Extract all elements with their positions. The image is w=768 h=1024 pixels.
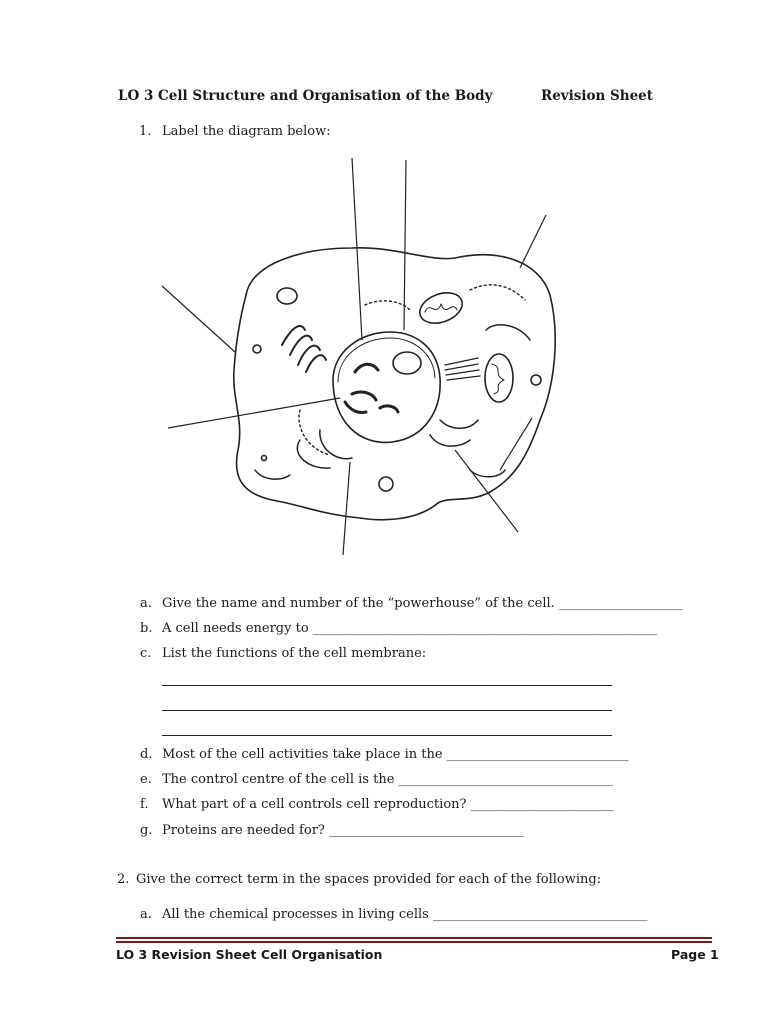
footer-rule <box>116 941 712 943</box>
document-title: LO 3 Cell Structure and Organisation of the Body <box>118 88 493 104</box>
q1-item-f-text: What part of a cell controls cell reproduction? ______________________ <box>162 797 614 812</box>
q1-item-g-letter: g. <box>140 823 153 838</box>
document-subtitle: Revision Sheet <box>541 88 654 104</box>
mitochondrion-top <box>416 287 467 328</box>
question-1-text: Label the diagram below: <box>162 124 331 139</box>
mitochondrion-right <box>485 354 513 402</box>
answer-line[interactable] <box>162 710 612 711</box>
q1-item-b-letter: b. <box>140 621 153 636</box>
q1-item-a-letter: a. <box>140 596 152 611</box>
nucleus <box>333 332 440 442</box>
q1-item-f-letter: f. <box>140 797 149 812</box>
q1-item-g-text: Proteins are needed for? ______________________________ <box>162 823 525 838</box>
q1-item-e-text: The control centre of the cell is the _________________________________ <box>162 772 614 787</box>
question-1-number: 1. <box>139 124 152 139</box>
footer-rule <box>116 937 712 939</box>
golgi-apparatus <box>282 326 326 372</box>
q1-item-c-letter: c. <box>140 646 152 661</box>
q1-item-d-text: Most of the cell activities take place in the ____________________________ <box>162 747 629 762</box>
q2-item-a-text: All the chemical processes in living cells _________________________________ <box>162 907 648 922</box>
question-2-number: 2. <box>117 872 130 887</box>
question-2-text: Give the correct term in the spaces provided for each of the following: <box>136 872 602 887</box>
q1-item-e-letter: e. <box>140 772 152 787</box>
q1-item-d-letter: d. <box>140 747 153 762</box>
answer-line[interactable] <box>162 685 612 686</box>
nucleolus <box>393 352 421 374</box>
q2-item-a-letter: a. <box>140 907 152 922</box>
q1-item-b-text: A cell needs energy to _____________________________________________________ <box>162 621 658 636</box>
footer-title: LO 3 Revision Sheet Cell Organisation <box>116 947 383 962</box>
q1-item-c-text: List the functions of the cell membrane: <box>162 646 427 661</box>
q1-item-a-text: Give the name and number of the “powerhouse” of the cell. ___________________ <box>162 596 683 611</box>
answer-line[interactable] <box>162 735 612 736</box>
page-number: Page 1 <box>671 947 719 962</box>
